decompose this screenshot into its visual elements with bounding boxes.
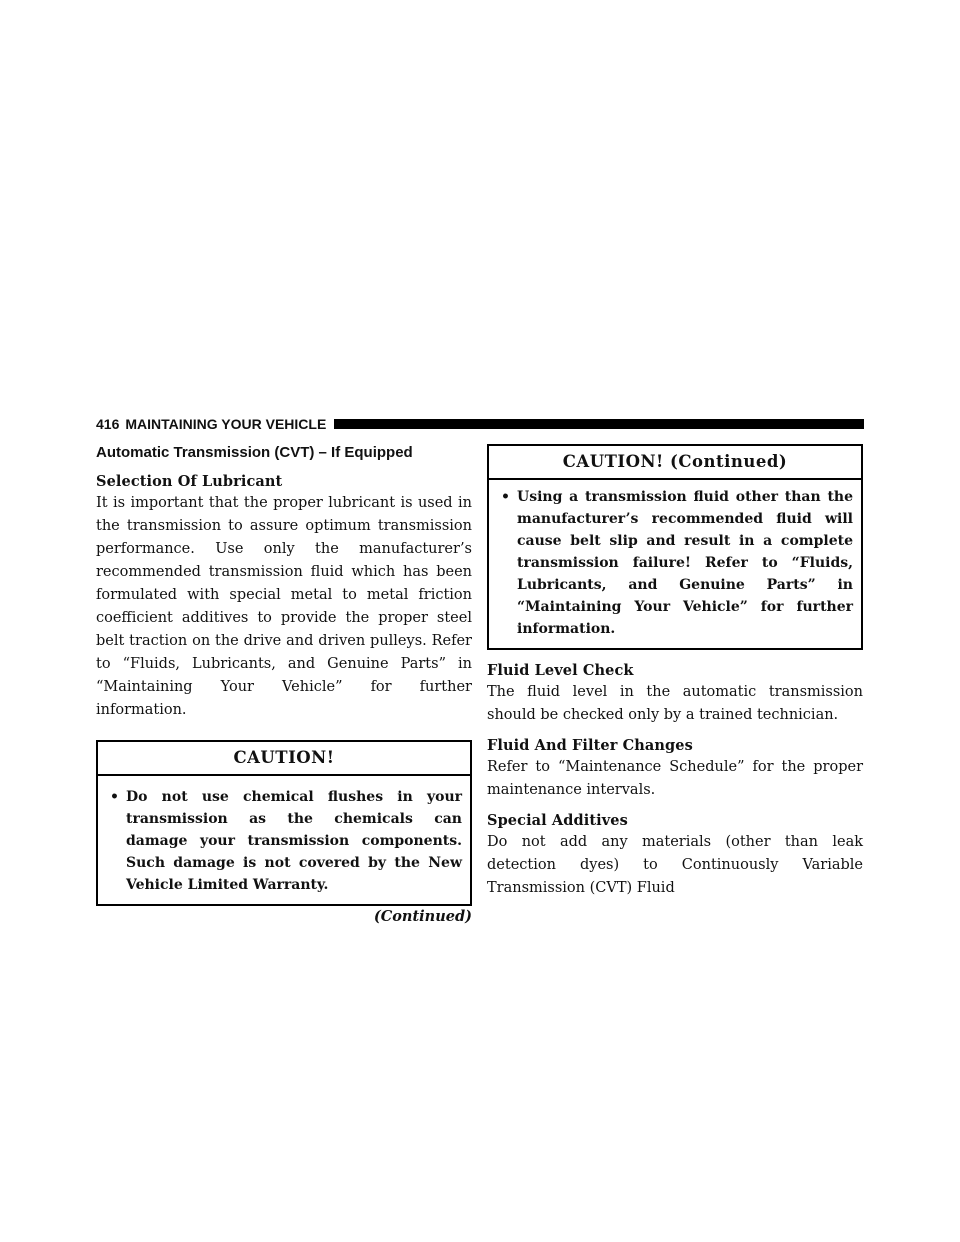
caution-box xyxy=(96,740,472,906)
fluid-level-body: The fluid level in the automatic transmission should be checked only by a trained technician. xyxy=(487,684,863,723)
fluid-filter-heading: Fluid And Filter Changes xyxy=(487,737,693,754)
fluid-filter-section xyxy=(487,737,863,802)
chapter-title: MAINTAINING YOUR VEHICLE xyxy=(125,416,327,432)
caution-continued-list xyxy=(489,480,861,648)
continued-label: (Continued) xyxy=(373,908,472,925)
caution-continued-title: CAUTION! (Continued) xyxy=(489,446,861,480)
selection-of-lubricant-heading: Selection Of Lubricant xyxy=(96,473,283,490)
header-rule xyxy=(334,419,864,429)
page-number: 416 xyxy=(96,416,120,432)
section-heading: Automatic Transmission (CVT) – If Equipped xyxy=(96,444,413,461)
caution-continued-box xyxy=(487,444,863,650)
left-column xyxy=(96,440,472,925)
fluid-level-section xyxy=(487,662,863,727)
special-additives-section xyxy=(487,812,863,900)
special-additives-heading: Special Additives xyxy=(487,812,628,829)
page-header xyxy=(96,414,864,434)
caution-title: CAUTION! xyxy=(98,742,470,776)
caution-item xyxy=(106,786,462,896)
right-column xyxy=(487,440,863,908)
special-additives-body: Do not add any materials (other than leak detection dyes) to Continuously Variable Transmission (CVT) Fluid xyxy=(487,834,863,896)
caution-list xyxy=(98,776,470,904)
caution-item-text: Do not use chemical flushes in your transmission as the chemicals can damage your transmission components. Such damage is not covered by the New Vehicle Limited Warranty. xyxy=(126,789,462,893)
fluid-level-heading: Fluid Level Check xyxy=(487,662,634,679)
selection-of-lubricant-body: It is important that the proper lubricant is used in the transmission to assure optimum transmission performance. Use only the manufacturer’s recommended transmission fluid which has been formulated with special metal to metal friction coefficient additives to provide the proper steel belt traction on the drive and driven pulleys. Refer to “Fluids, Lubricants, and Genuine Parts” in “Maintaining Your Vehicle” for further information. xyxy=(96,495,472,718)
bullet-icon: • xyxy=(501,489,510,505)
bullet-icon: • xyxy=(110,789,119,805)
fluid-filter-body: Refer to “Maintenance Schedule” for the proper maintenance intervals. xyxy=(487,759,863,798)
caution-continued-item xyxy=(497,486,853,640)
caution-continued-item-text: Using a transmission fluid other than the manufacturer’s recommended fluid will cause belt slip and result in a complete transmission failure! Refer to “Fluids, Lubricants, and Genuine Parts” in “Maintaining Your Vehicle” for further information. xyxy=(517,489,853,637)
